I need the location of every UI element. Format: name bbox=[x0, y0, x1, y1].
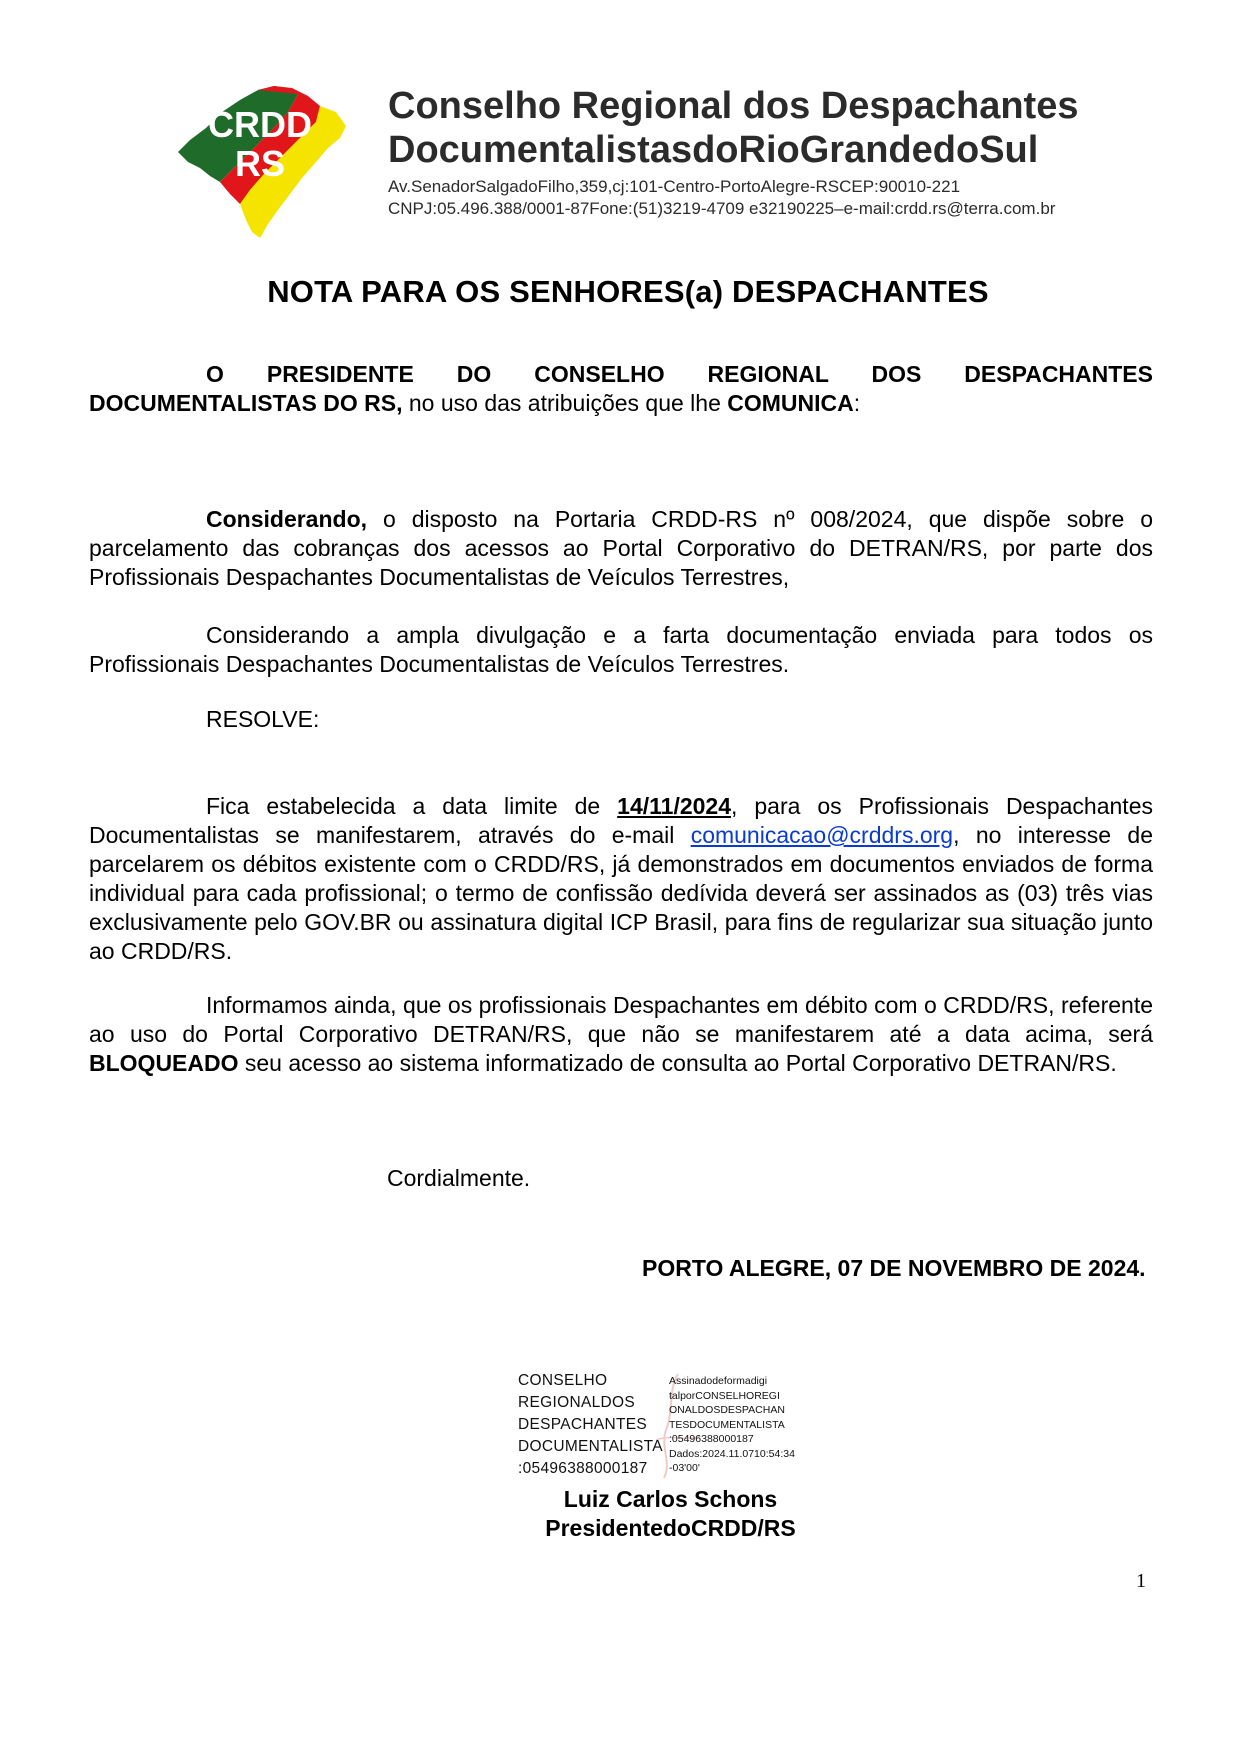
considerando-text: o disposto na Portaria CRDD-RS nº 008/2024, que dispõe sobre o parcelamento das cobranças dos acessos ao Portal Corporativo do DETRAN/RS, por parte dos Profissionais Despachantes Documentalistas de Veículos Terrestres, bbox=[89, 506, 1153, 590]
logo-text-rs: RS bbox=[234, 143, 286, 184]
page-number: 1 bbox=[1136, 1570, 1146, 1592]
org-name-line1: Conselho Regional dos Despachantes bbox=[388, 85, 1079, 127]
deadline-date: 14/11/2024 bbox=[617, 793, 732, 819]
organization-contact bbox=[388, 176, 1055, 220]
logo-text-crdd: CRDD bbox=[208, 104, 312, 145]
closing-salutation: Cordialmente. bbox=[387, 1165, 531, 1191]
intro-bold-1: O PRESIDENTE DO CONSELHO REGIONAL DOS DESPACHANTES DOCUMENTALISTAS DO RS, bbox=[89, 361, 1153, 416]
deadline-text-3: , no interesse de parcelarem os débitos existente com o CRDD/RS, já demonstrados em documentos enviados de forma individual para cada profissional; o termo de confissão dedívida deverá ser assinados as (03) três vias exclusivamente pelo GOV.BR ou assinatura digital ICP Brasil, para fins de regularizar sua situação junto ao CRDD/RS. bbox=[89, 822, 1153, 964]
signature-details: Assinadodeformadigi talporCONSELHOREGI ONALDOSDESPACHAN TESDOCUMENTALISTA :05496388000187 Dados:2024.11.0710:54:34 -03'00' bbox=[669, 1375, 795, 1474]
intro-end: : bbox=[853, 390, 861, 416]
deadline-paragraph bbox=[89, 792, 1153, 966]
considerando-paragraph-2: Considerando a ampla divulgação e a farta documentação enviada para todos os Profissionais Despachantes Documentalistas de Veículos Terrestres. bbox=[89, 622, 1153, 677]
digital-signature-stamp bbox=[518, 1370, 818, 1485]
org-address: Av.SenadorSalgadoFilho,359,cj:101-Centro-PortoAlegre-RSCEP:90010-221 bbox=[388, 177, 961, 196]
place-and-date: PORTO ALEGRE, 07 DE NOVEMBRO DE 2024. bbox=[642, 1255, 1146, 1281]
document-title: NOTA PARA OS SENHORES(a) DESPACHANTES bbox=[267, 274, 989, 309]
intro-paragraph bbox=[89, 360, 1153, 418]
crdd-rs-logo bbox=[170, 82, 360, 242]
warning-bold-bloqueado: BLOQUEADO bbox=[89, 1050, 239, 1076]
signature-signer-org: CONSELHO REGIONALDOS DESPACHANTES DOCUMENTALISTA :05496388000187 bbox=[518, 1372, 663, 1477]
intro-bold-comunica: COMUNICA bbox=[727, 390, 854, 416]
deadline-text-2: , para os Profissionais Despachantes Documentalistas se manifestarem, através do e-mail bbox=[89, 793, 1153, 848]
org-cnpj-phone-email: CNPJ:05.496.388/0001-87Fone:(51)3219-4709 e32190225–e-mail:crdd.rs@terra.com.br bbox=[388, 199, 1056, 218]
resolve-label: RESOLVE: bbox=[206, 706, 320, 732]
organization-name bbox=[388, 84, 1078, 172]
warning-text-1: Informamos ainda, que os profissionais Despachantes em débito com o CRDD/RS, referente ao uso do Portal Corporativo DETRAN/RS, que não se manifestarem até a data acima, será bbox=[89, 992, 1153, 1047]
deadline-text-1: Fica estabelecida a data limite de bbox=[206, 793, 618, 819]
considerando-bold: Considerando, bbox=[206, 506, 368, 532]
signer-name: Luiz Carlos Schons bbox=[563, 1486, 778, 1512]
contact-email-link[interactable]: comunicacao@crddrs.org bbox=[690, 822, 954, 848]
considerando-paragraph-1 bbox=[89, 505, 1153, 592]
warning-paragraph bbox=[89, 991, 1153, 1078]
signer-role: PresidentedoCRDD/RS bbox=[545, 1515, 796, 1541]
warning-text-2: seu acesso ao sistema informatizado de consulta ao Portal Corporativo DETRAN/RS. bbox=[238, 1050, 1117, 1076]
org-name-line2: DocumentalistasdoRioGrandedoSul bbox=[388, 129, 1039, 171]
intro-text: no uso das atribuições que lhe bbox=[402, 390, 728, 416]
